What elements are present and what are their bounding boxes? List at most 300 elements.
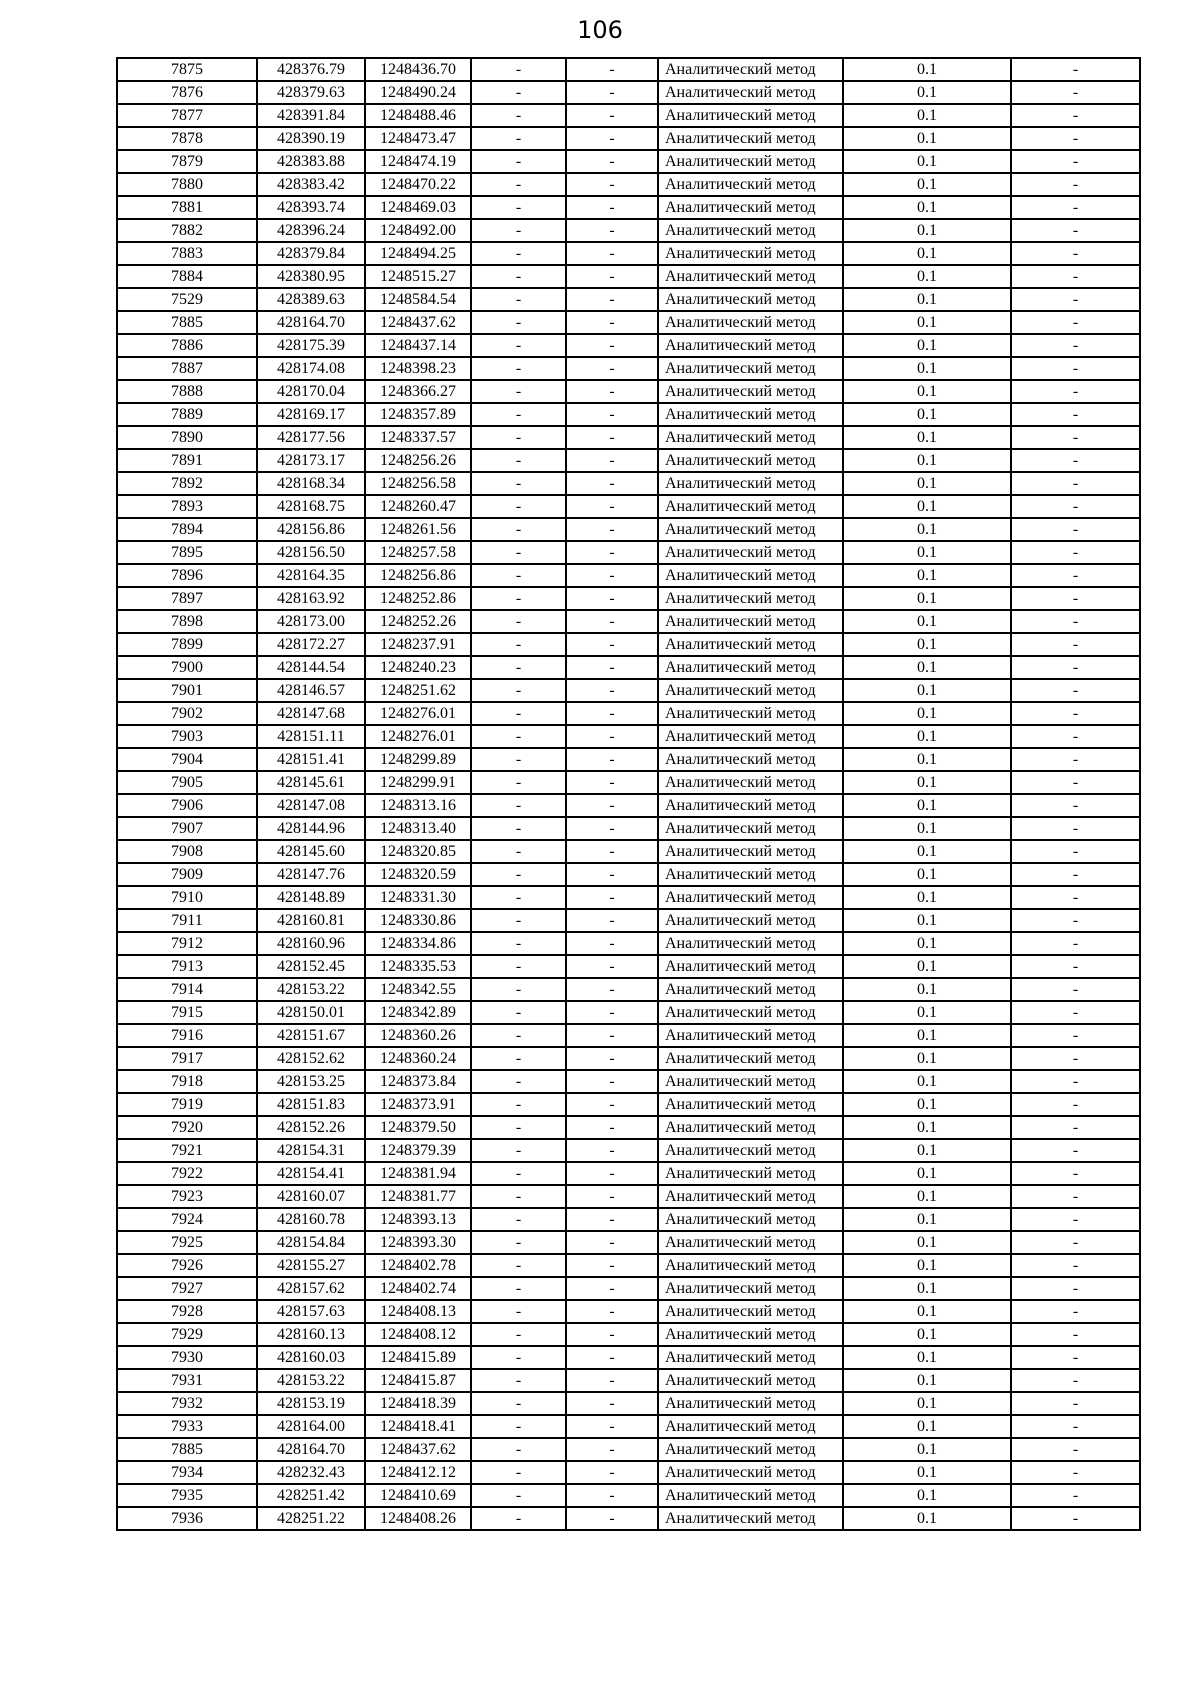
blank-cell-8: -	[1011, 702, 1140, 725]
method-cell: Аналитический метод	[658, 403, 843, 426]
table-row	[117, 748, 1140, 771]
x-coordinate-cell: 428154.41	[257, 1162, 365, 1185]
x-coordinate-cell: 428163.92	[257, 587, 365, 610]
blank-cell-5: -	[566, 978, 658, 1001]
x-coordinate-cell: 428251.22	[257, 1507, 365, 1530]
accuracy-cell: 0.1	[843, 127, 1011, 150]
y-coordinate-cell: 1248408.13	[365, 1300, 471, 1323]
table-row	[117, 1484, 1140, 1507]
table-row	[117, 1185, 1140, 1208]
y-coordinate-cell: 1248379.39	[365, 1139, 471, 1162]
x-coordinate-cell: 428157.63	[257, 1300, 365, 1323]
table-row	[117, 104, 1140, 127]
accuracy-cell: 0.1	[843, 679, 1011, 702]
accuracy-cell: 0.1	[843, 564, 1011, 587]
x-coordinate-cell: 428151.67	[257, 1024, 365, 1047]
blank-cell-5: -	[566, 817, 658, 840]
blank-cell-5: -	[566, 242, 658, 265]
blank-cell-8: -	[1011, 932, 1140, 955]
y-coordinate-cell: 1248299.91	[365, 771, 471, 794]
table-row	[117, 150, 1140, 173]
table-row	[117, 1254, 1140, 1277]
blank-cell-5: -	[566, 656, 658, 679]
y-coordinate-cell: 1248402.74	[365, 1277, 471, 1300]
x-coordinate-cell: 428153.22	[257, 978, 365, 1001]
blank-cell-5: -	[566, 1139, 658, 1162]
x-coordinate-cell: 428168.75	[257, 495, 365, 518]
blank-cell-4: -	[471, 449, 566, 472]
point-number-cell: 7906	[117, 794, 257, 817]
table-row	[117, 127, 1140, 150]
method-cell: Аналитический метод	[658, 1323, 843, 1346]
method-cell: Аналитический метод	[658, 978, 843, 1001]
y-coordinate-cell: 1248379.50	[365, 1116, 471, 1139]
accuracy-cell: 0.1	[843, 633, 1011, 656]
method-cell: Аналитический метод	[658, 886, 843, 909]
accuracy-cell: 0.1	[843, 1438, 1011, 1461]
point-number-cell: 7928	[117, 1300, 257, 1323]
blank-cell-4: -	[471, 1185, 566, 1208]
y-coordinate-cell: 1248256.26	[365, 449, 471, 472]
x-coordinate-cell: 428160.96	[257, 932, 365, 955]
method-cell: Аналитический метод	[658, 656, 843, 679]
point-number-cell: 7878	[117, 127, 257, 150]
x-coordinate-cell: 428164.70	[257, 1438, 365, 1461]
y-coordinate-cell: 1248393.30	[365, 1231, 471, 1254]
accuracy-cell: 0.1	[843, 863, 1011, 886]
point-number-cell: 7923	[117, 1185, 257, 1208]
blank-cell-5: -	[566, 679, 658, 702]
blank-cell-8: -	[1011, 150, 1140, 173]
blank-cell-4: -	[471, 1461, 566, 1484]
x-coordinate-cell: 428390.19	[257, 127, 365, 150]
blank-cell-5: -	[566, 771, 658, 794]
y-coordinate-cell: 1248337.57	[365, 426, 471, 449]
blank-cell-5: -	[566, 610, 658, 633]
method-cell: Аналитический метод	[658, 1024, 843, 1047]
table-row	[117, 403, 1140, 426]
blank-cell-5: -	[566, 1093, 658, 1116]
y-coordinate-cell: 1248436.70	[365, 58, 471, 81]
method-cell: Аналитический метод	[658, 1415, 843, 1438]
point-number-cell: 7909	[117, 863, 257, 886]
blank-cell-4: -	[471, 403, 566, 426]
blank-cell-4: -	[471, 334, 566, 357]
blank-cell-8: -	[1011, 219, 1140, 242]
y-coordinate-cell: 1248373.91	[365, 1093, 471, 1116]
accuracy-cell: 0.1	[843, 1185, 1011, 1208]
point-number-cell: 7881	[117, 196, 257, 219]
blank-cell-4: -	[471, 357, 566, 380]
y-coordinate-cell: 1248398.23	[365, 357, 471, 380]
y-coordinate-cell: 1248373.84	[365, 1070, 471, 1093]
point-number-cell: 7933	[117, 1415, 257, 1438]
blank-cell-8: -	[1011, 1047, 1140, 1070]
point-number-cell: 7883	[117, 242, 257, 265]
table-row	[117, 1024, 1140, 1047]
x-coordinate-cell: 428152.45	[257, 955, 365, 978]
blank-cell-5: -	[566, 265, 658, 288]
y-coordinate-cell: 1248357.89	[365, 403, 471, 426]
accuracy-cell: 0.1	[843, 1093, 1011, 1116]
blank-cell-4: -	[471, 564, 566, 587]
accuracy-cell: 0.1	[843, 173, 1011, 196]
table-row	[117, 495, 1140, 518]
blank-cell-5: -	[566, 150, 658, 173]
accuracy-cell: 0.1	[843, 794, 1011, 817]
accuracy-cell: 0.1	[843, 886, 1011, 909]
blank-cell-4: -	[471, 1162, 566, 1185]
point-number-cell: 7886	[117, 334, 257, 357]
method-cell: Аналитический метод	[658, 633, 843, 656]
point-number-cell: 7932	[117, 1392, 257, 1415]
x-coordinate-cell: 428160.81	[257, 909, 365, 932]
y-coordinate-cell: 1248437.62	[365, 1438, 471, 1461]
x-coordinate-cell: 428155.27	[257, 1254, 365, 1277]
point-number-cell: 7926	[117, 1254, 257, 1277]
blank-cell-5: -	[566, 58, 658, 81]
blank-cell-4: -	[471, 311, 566, 334]
x-coordinate-cell: 428160.07	[257, 1185, 365, 1208]
blank-cell-5: -	[566, 1277, 658, 1300]
blank-cell-4: -	[471, 633, 566, 656]
blank-cell-5: -	[566, 932, 658, 955]
blank-cell-5: -	[566, 1438, 658, 1461]
accuracy-cell: 0.1	[843, 610, 1011, 633]
table-row	[117, 1047, 1140, 1070]
table-row	[117, 978, 1140, 1001]
method-cell: Аналитический метод	[658, 748, 843, 771]
blank-cell-4: -	[471, 817, 566, 840]
blank-cell-8: -	[1011, 610, 1140, 633]
x-coordinate-cell: 428164.70	[257, 311, 365, 334]
table-row	[117, 81, 1140, 104]
method-cell: Аналитический метод	[658, 173, 843, 196]
blank-cell-4: -	[471, 909, 566, 932]
blank-cell-8: -	[1011, 1438, 1140, 1461]
blank-cell-8: -	[1011, 104, 1140, 127]
x-coordinate-cell: 428146.57	[257, 679, 365, 702]
y-coordinate-cell: 1248251.62	[365, 679, 471, 702]
method-cell: Аналитический метод	[658, 1047, 843, 1070]
point-number-cell: 7907	[117, 817, 257, 840]
y-coordinate-cell: 1248342.89	[365, 1001, 471, 1024]
x-coordinate-cell: 428391.84	[257, 104, 365, 127]
blank-cell-5: -	[566, 357, 658, 380]
blank-cell-4: -	[471, 1139, 566, 1162]
method-cell: Аналитический метод	[658, 1277, 843, 1300]
point-number-cell: 7893	[117, 495, 257, 518]
accuracy-cell: 0.1	[843, 1116, 1011, 1139]
table-row	[117, 518, 1140, 541]
blank-cell-8: -	[1011, 633, 1140, 656]
accuracy-cell: 0.1	[843, 725, 1011, 748]
x-coordinate-cell: 428144.54	[257, 656, 365, 679]
blank-cell-4: -	[471, 127, 566, 150]
blank-cell-4: -	[471, 1369, 566, 1392]
y-coordinate-cell: 1248313.16	[365, 794, 471, 817]
table-row	[117, 610, 1140, 633]
y-coordinate-cell: 1248320.85	[365, 840, 471, 863]
blank-cell-4: -	[471, 725, 566, 748]
blank-cell-4: -	[471, 265, 566, 288]
point-number-cell: 7889	[117, 403, 257, 426]
blank-cell-8: -	[1011, 817, 1140, 840]
y-coordinate-cell: 1248584.54	[365, 288, 471, 311]
accuracy-cell: 0.1	[843, 81, 1011, 104]
method-cell: Аналитический метод	[658, 380, 843, 403]
point-number-cell: 7935	[117, 1484, 257, 1507]
blank-cell-5: -	[566, 886, 658, 909]
blank-cell-8: -	[1011, 1484, 1140, 1507]
blank-cell-4: -	[471, 587, 566, 610]
method-cell: Аналитический метод	[658, 1001, 843, 1024]
x-coordinate-cell: 428379.84	[257, 242, 365, 265]
method-cell: Аналитический метод	[658, 1070, 843, 1093]
x-coordinate-cell: 428170.04	[257, 380, 365, 403]
table-row	[117, 380, 1140, 403]
accuracy-cell: 0.1	[843, 541, 1011, 564]
method-cell: Аналитический метод	[658, 449, 843, 472]
x-coordinate-cell: 428145.60	[257, 840, 365, 863]
blank-cell-8: -	[1011, 81, 1140, 104]
method-cell: Аналитический метод	[658, 265, 843, 288]
blank-cell-4: -	[471, 955, 566, 978]
point-number-cell: 7888	[117, 380, 257, 403]
method-cell: Аналитический метод	[658, 1346, 843, 1369]
x-coordinate-cell: 428383.88	[257, 150, 365, 173]
table-row	[117, 1139, 1140, 1162]
blank-cell-5: -	[566, 909, 658, 932]
blank-cell-5: -	[566, 380, 658, 403]
blank-cell-4: -	[471, 173, 566, 196]
accuracy-cell: 0.1	[843, 1024, 1011, 1047]
method-cell: Аналитический метод	[658, 1507, 843, 1530]
method-cell: Аналитический метод	[658, 817, 843, 840]
x-coordinate-cell: 428144.96	[257, 817, 365, 840]
x-coordinate-cell: 428168.34	[257, 472, 365, 495]
point-number-cell: 7920	[117, 1116, 257, 1139]
blank-cell-8: -	[1011, 1139, 1140, 1162]
blank-cell-8: -	[1011, 127, 1140, 150]
table-row	[117, 357, 1140, 380]
x-coordinate-cell: 428393.74	[257, 196, 365, 219]
table-row	[117, 1300, 1140, 1323]
method-cell: Аналитический метод	[658, 1162, 843, 1185]
method-cell: Аналитический метод	[658, 150, 843, 173]
blank-cell-4: -	[471, 1208, 566, 1231]
accuracy-cell: 0.1	[843, 1001, 1011, 1024]
accuracy-cell: 0.1	[843, 1461, 1011, 1484]
accuracy-cell: 0.1	[843, 242, 1011, 265]
blank-cell-8: -	[1011, 1461, 1140, 1484]
y-coordinate-cell: 1248410.69	[365, 1484, 471, 1507]
y-coordinate-cell: 1248381.94	[365, 1162, 471, 1185]
x-coordinate-cell: 428164.00	[257, 1415, 365, 1438]
table-row	[117, 886, 1140, 909]
blank-cell-5: -	[566, 288, 658, 311]
y-coordinate-cell: 1248252.26	[365, 610, 471, 633]
blank-cell-5: -	[566, 104, 658, 127]
blank-cell-8: -	[1011, 1162, 1140, 1185]
y-coordinate-cell: 1248473.47	[365, 127, 471, 150]
point-number-cell: 7922	[117, 1162, 257, 1185]
blank-cell-5: -	[566, 196, 658, 219]
y-coordinate-cell: 1248494.25	[365, 242, 471, 265]
accuracy-cell: 0.1	[843, 334, 1011, 357]
point-number-cell: 7914	[117, 978, 257, 1001]
table-body	[117, 58, 1140, 1530]
y-coordinate-cell: 1248260.47	[365, 495, 471, 518]
blank-cell-4: -	[471, 610, 566, 633]
blank-cell-8: -	[1011, 265, 1140, 288]
point-number-cell: 7930	[117, 1346, 257, 1369]
y-coordinate-cell: 1248412.12	[365, 1461, 471, 1484]
blank-cell-8: -	[1011, 1323, 1140, 1346]
method-cell: Аналитический метод	[658, 472, 843, 495]
accuracy-cell: 0.1	[843, 1162, 1011, 1185]
point-number-cell: 7882	[117, 219, 257, 242]
y-coordinate-cell: 1248237.91	[365, 633, 471, 656]
blank-cell-4: -	[471, 1507, 566, 1530]
table-row	[117, 840, 1140, 863]
blank-cell-5: -	[566, 633, 658, 656]
blank-cell-4: -	[471, 1346, 566, 1369]
y-coordinate-cell: 1248418.39	[365, 1392, 471, 1415]
x-coordinate-cell: 428251.42	[257, 1484, 365, 1507]
x-coordinate-cell: 428145.61	[257, 771, 365, 794]
blank-cell-8: -	[1011, 1024, 1140, 1047]
point-number-cell: 7934	[117, 1461, 257, 1484]
blank-cell-8: -	[1011, 495, 1140, 518]
blank-cell-4: -	[471, 771, 566, 794]
method-cell: Аналитический метод	[658, 518, 843, 541]
blank-cell-8: -	[1011, 173, 1140, 196]
point-number-cell: 7908	[117, 840, 257, 863]
method-cell: Аналитический метод	[658, 702, 843, 725]
accuracy-cell: 0.1	[843, 265, 1011, 288]
blank-cell-8: -	[1011, 955, 1140, 978]
blank-cell-8: -	[1011, 1346, 1140, 1369]
y-coordinate-cell: 1248276.01	[365, 725, 471, 748]
table-row	[117, 1116, 1140, 1139]
accuracy-cell: 0.1	[843, 1484, 1011, 1507]
accuracy-cell: 0.1	[843, 1139, 1011, 1162]
accuracy-cell: 0.1	[843, 449, 1011, 472]
blank-cell-5: -	[566, 472, 658, 495]
blank-cell-5: -	[566, 564, 658, 587]
point-number-cell: 7887	[117, 357, 257, 380]
point-number-cell: 7891	[117, 449, 257, 472]
point-number-cell: 7931	[117, 1369, 257, 1392]
method-cell: Аналитический метод	[658, 426, 843, 449]
x-coordinate-cell: 428147.68	[257, 702, 365, 725]
accuracy-cell: 0.1	[843, 1415, 1011, 1438]
y-coordinate-cell: 1248437.62	[365, 311, 471, 334]
blank-cell-8: -	[1011, 242, 1140, 265]
blank-cell-5: -	[566, 1415, 658, 1438]
point-number-cell: 7924	[117, 1208, 257, 1231]
blank-cell-5: -	[566, 863, 658, 886]
accuracy-cell: 0.1	[843, 518, 1011, 541]
blank-cell-4: -	[471, 81, 566, 104]
method-cell: Аналитический метод	[658, 587, 843, 610]
blank-cell-8: -	[1011, 403, 1140, 426]
blank-cell-5: -	[566, 1461, 658, 1484]
table-row	[117, 242, 1140, 265]
blank-cell-4: -	[471, 1116, 566, 1139]
table-row	[117, 472, 1140, 495]
accuracy-cell: 0.1	[843, 932, 1011, 955]
blank-cell-5: -	[566, 587, 658, 610]
blank-cell-8: -	[1011, 1208, 1140, 1231]
blank-cell-5: -	[566, 1047, 658, 1070]
y-coordinate-cell: 1248342.55	[365, 978, 471, 1001]
accuracy-cell: 0.1	[843, 1047, 1011, 1070]
point-number-cell: 7912	[117, 932, 257, 955]
x-coordinate-cell: 428160.13	[257, 1323, 365, 1346]
blank-cell-8: -	[1011, 1093, 1140, 1116]
accuracy-cell: 0.1	[843, 955, 1011, 978]
point-number-cell: 7911	[117, 909, 257, 932]
method-cell: Аналитический метод	[658, 334, 843, 357]
y-coordinate-cell: 1248299.89	[365, 748, 471, 771]
blank-cell-4: -	[471, 1300, 566, 1323]
table-row	[117, 1208, 1140, 1231]
x-coordinate-cell: 428157.62	[257, 1277, 365, 1300]
blank-cell-8: -	[1011, 541, 1140, 564]
point-number-cell: 7896	[117, 564, 257, 587]
y-coordinate-cell: 1248360.26	[365, 1024, 471, 1047]
table-row	[117, 334, 1140, 357]
method-cell: Аналитический метод	[658, 1369, 843, 1392]
x-coordinate-cell: 428164.35	[257, 564, 365, 587]
x-coordinate-cell: 428152.26	[257, 1116, 365, 1139]
y-coordinate-cell: 1248415.89	[365, 1346, 471, 1369]
accuracy-cell: 0.1	[843, 771, 1011, 794]
accuracy-cell: 0.1	[843, 978, 1011, 1001]
accuracy-cell: 0.1	[843, 702, 1011, 725]
blank-cell-5: -	[566, 1346, 658, 1369]
method-cell: Аналитический метод	[658, 1116, 843, 1139]
blank-cell-5: -	[566, 1116, 658, 1139]
y-coordinate-cell: 1248490.24	[365, 81, 471, 104]
blank-cell-4: -	[471, 495, 566, 518]
accuracy-cell: 0.1	[843, 426, 1011, 449]
method-cell: Аналитический метод	[658, 932, 843, 955]
y-coordinate-cell: 1248360.24	[365, 1047, 471, 1070]
x-coordinate-cell: 428160.78	[257, 1208, 365, 1231]
method-cell: Аналитический метод	[658, 196, 843, 219]
blank-cell-4: -	[471, 702, 566, 725]
point-number-cell: 7929	[117, 1323, 257, 1346]
blank-cell-8: -	[1011, 771, 1140, 794]
blank-cell-8: -	[1011, 449, 1140, 472]
blank-cell-5: -	[566, 955, 658, 978]
blank-cell-8: -	[1011, 1277, 1140, 1300]
blank-cell-4: -	[471, 1093, 566, 1116]
blank-cell-4: -	[471, 288, 566, 311]
table-row	[117, 196, 1140, 219]
blank-cell-5: -	[566, 1024, 658, 1047]
blank-cell-5: -	[566, 1484, 658, 1507]
y-coordinate-cell: 1248437.14	[365, 334, 471, 357]
method-cell: Аналитический метод	[658, 771, 843, 794]
blank-cell-4: -	[471, 1001, 566, 1024]
y-coordinate-cell: 1248276.01	[365, 702, 471, 725]
x-coordinate-cell: 428177.56	[257, 426, 365, 449]
accuracy-cell: 0.1	[843, 1346, 1011, 1369]
